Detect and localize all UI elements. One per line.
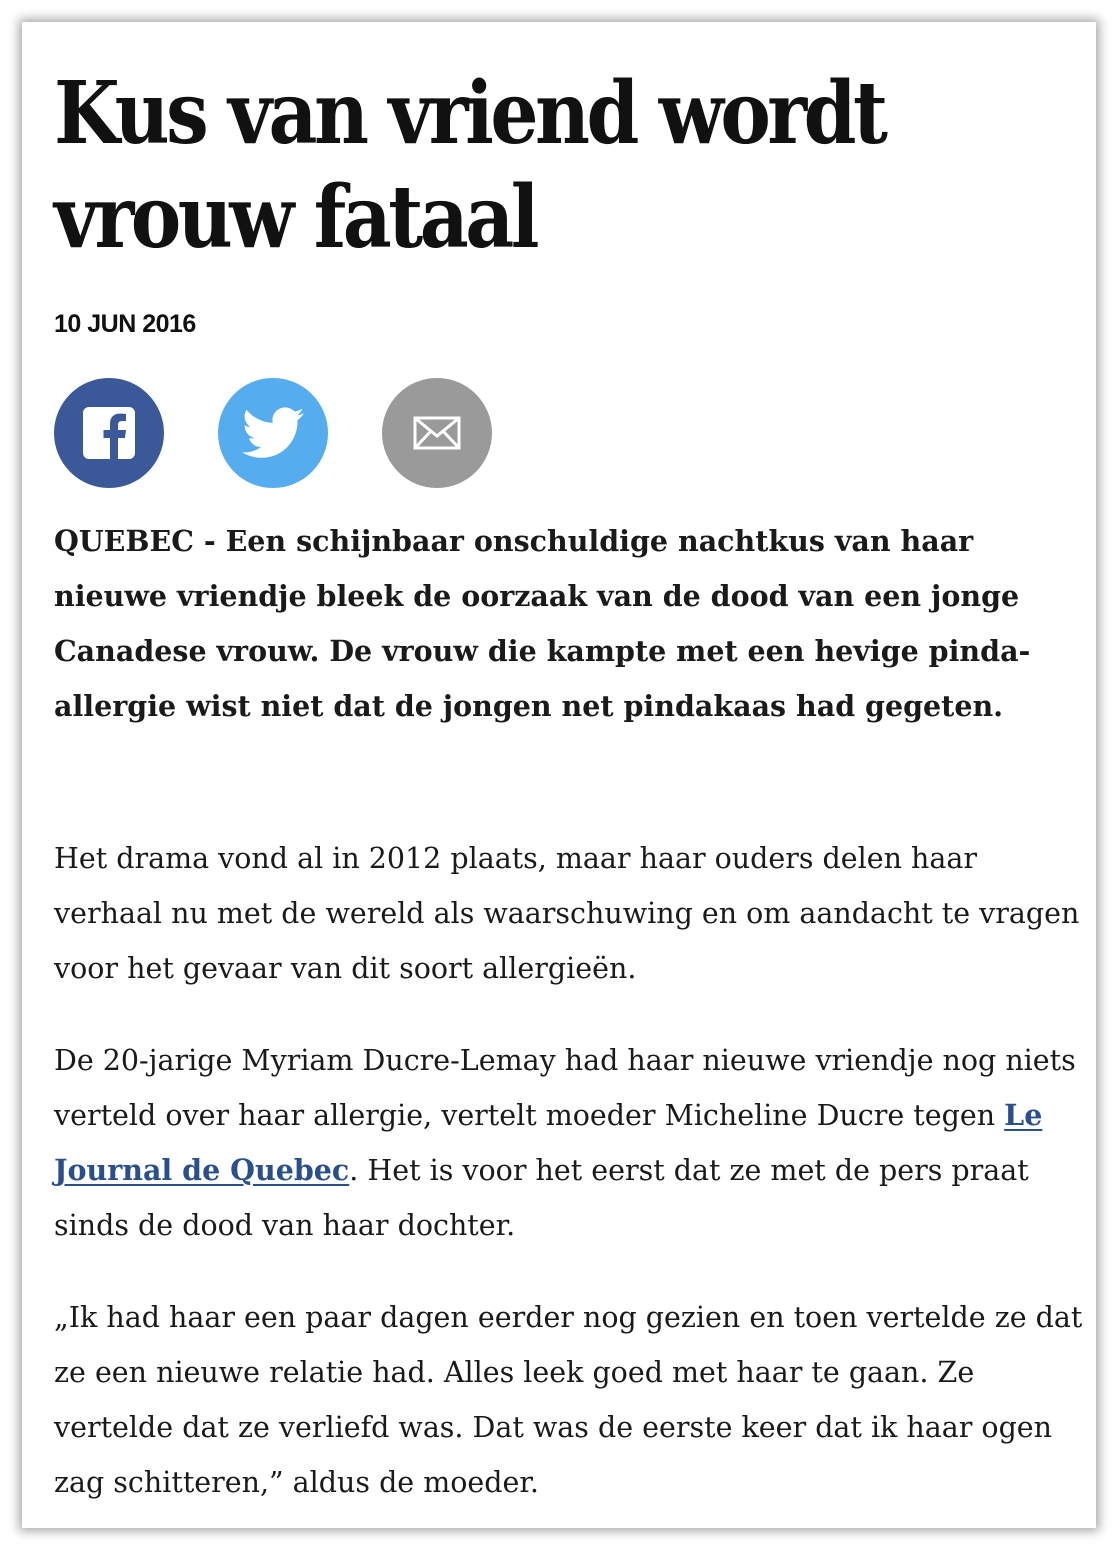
facebook-share-button[interactable] <box>54 378 164 488</box>
email-share-button[interactable] <box>382 378 492 488</box>
headline: Kus van vriend wordt vrouw fataal <box>54 63 885 268</box>
paragraph-text: De 20-jarige Myriam Ducre-Lemay had haar nieuwe vriendje nog niets verteld over haar allergie, vertelt moeder Micheline Ducre tegen <box>54 1044 1076 1132</box>
article-content <box>54 62 1084 1499</box>
share-bar <box>54 378 546 488</box>
article-paragraph: „Ik had haar een paar dagen eerder nog gezien en toen vertelde ze dat ze een nieuwe relatie had. Alles leek goed met haar te gaan. Ze vertelde dat ze verliefd was. Dat was de eerste keer dat ik haar ogen zag schitteren,” aldus de moeder. <box>54 1301 1083 1499</box>
paragraph-text: . Het is voor het eerst dat ze met de pers praat sinds de dood van haar dochter. <box>54 1154 1029 1242</box>
article-paragraph <box>54 1033 1086 1253</box>
source-link[interactable]: Le Journal de Quebec <box>54 1098 1043 1187</box>
article-lead: QUEBEC - Een schijnbaar onschuldige nachtkus van haar nieuwe vriendje bleek de oorzaak van de dood van een jonge Canadese vrouw. De vrouw die kampte met een hevige pinda-allergie wist niet dat de jongen net pindakaas had gegeten. <box>54 524 1031 723</box>
twitter-icon <box>242 407 304 459</box>
twitter-share-button[interactable] <box>218 378 328 488</box>
publish-date: 10 JUN 2016 <box>54 310 196 338</box>
mail-icon <box>413 416 461 450</box>
facebook-icon <box>81 405 137 461</box>
article-paragraph: Het drama vond al in 2012 plaats, maar haar ouders delen haar verhaal nu met de wereld als waarschuwing en om aandacht te vragen voor het gevaar van dit soort allergieën. <box>54 842 1080 985</box>
article-card <box>22 22 1096 1528</box>
